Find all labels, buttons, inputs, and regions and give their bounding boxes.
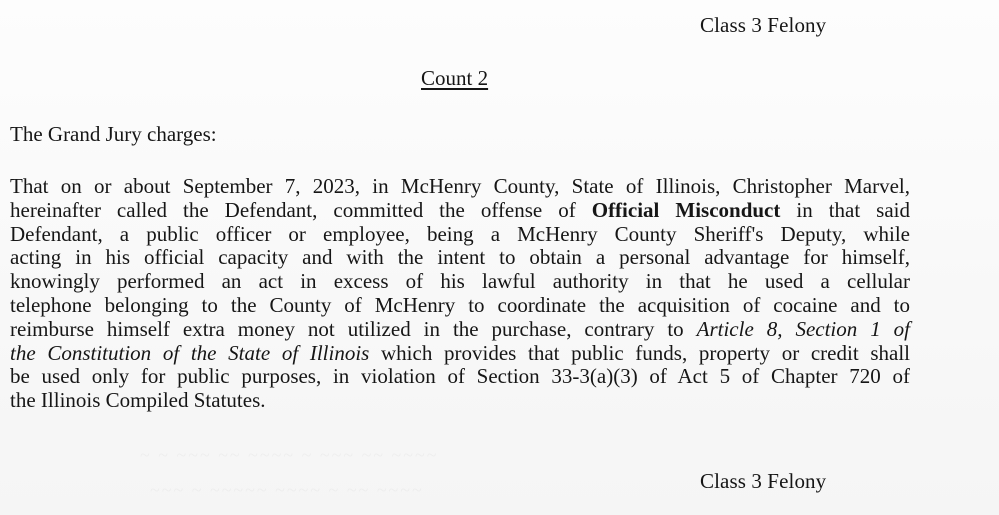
charge-text: which provides that public funds, property or credit shall — [369, 340, 910, 365]
charge-line: be used only for public purposes, in violation of Section 33-3(a)(3) of Act 5 of Chapter 720 of — [10, 364, 910, 389]
charge-line: the Illinois Compiled Statutes. — [10, 388, 266, 413]
top-classification: Class 3 Felony — [700, 13, 827, 37]
charge-text: in that said — [780, 197, 910, 222]
offense-name: Official Misconduct — [591, 197, 781, 222]
constitution-citation: Article 8, Section 1 of — [696, 316, 911, 341]
charge-line: acting in his official capacity and with the intent to obtain a personal advantage for himself, — [10, 245, 910, 270]
charge-line: Defendant, a public officer or employee, being a McHenry County Sheriff's Deputy, while — [10, 221, 910, 246]
bleed-through-artifact — [140, 445, 439, 466]
charge-line — [10, 199, 910, 223]
charge-line — [10, 342, 910, 366]
charge-line: That on or about September 7, 2023, in McHenry County, State of Illinois, Christopher Marvel, — [10, 174, 910, 198]
bleed-through-artifact — [150, 480, 424, 501]
bottom-classification: Class 3 Felony — [700, 469, 827, 493]
count-title: Count 2 — [421, 66, 489, 90]
charge-line: telephone belonging to the County of McHenry to coordinate the acquisition of cocaine and to — [10, 292, 910, 317]
constitution-citation: the Constitution of the State of Illinois — [10, 340, 370, 365]
charge-line — [10, 318, 910, 342]
charge-text: reimburse himself extra money not utilized in the purchase, contrary to — [10, 316, 697, 341]
grand-jury-intro: The Grand Jury charges: — [10, 122, 217, 146]
charge-paragraph — [10, 175, 910, 413]
charge-text: hereinafter called the Defendant, committed the offense of — [10, 197, 592, 222]
charge-line: knowingly performed an act in excess of his lawful authority in that he used a cellular — [10, 269, 910, 294]
